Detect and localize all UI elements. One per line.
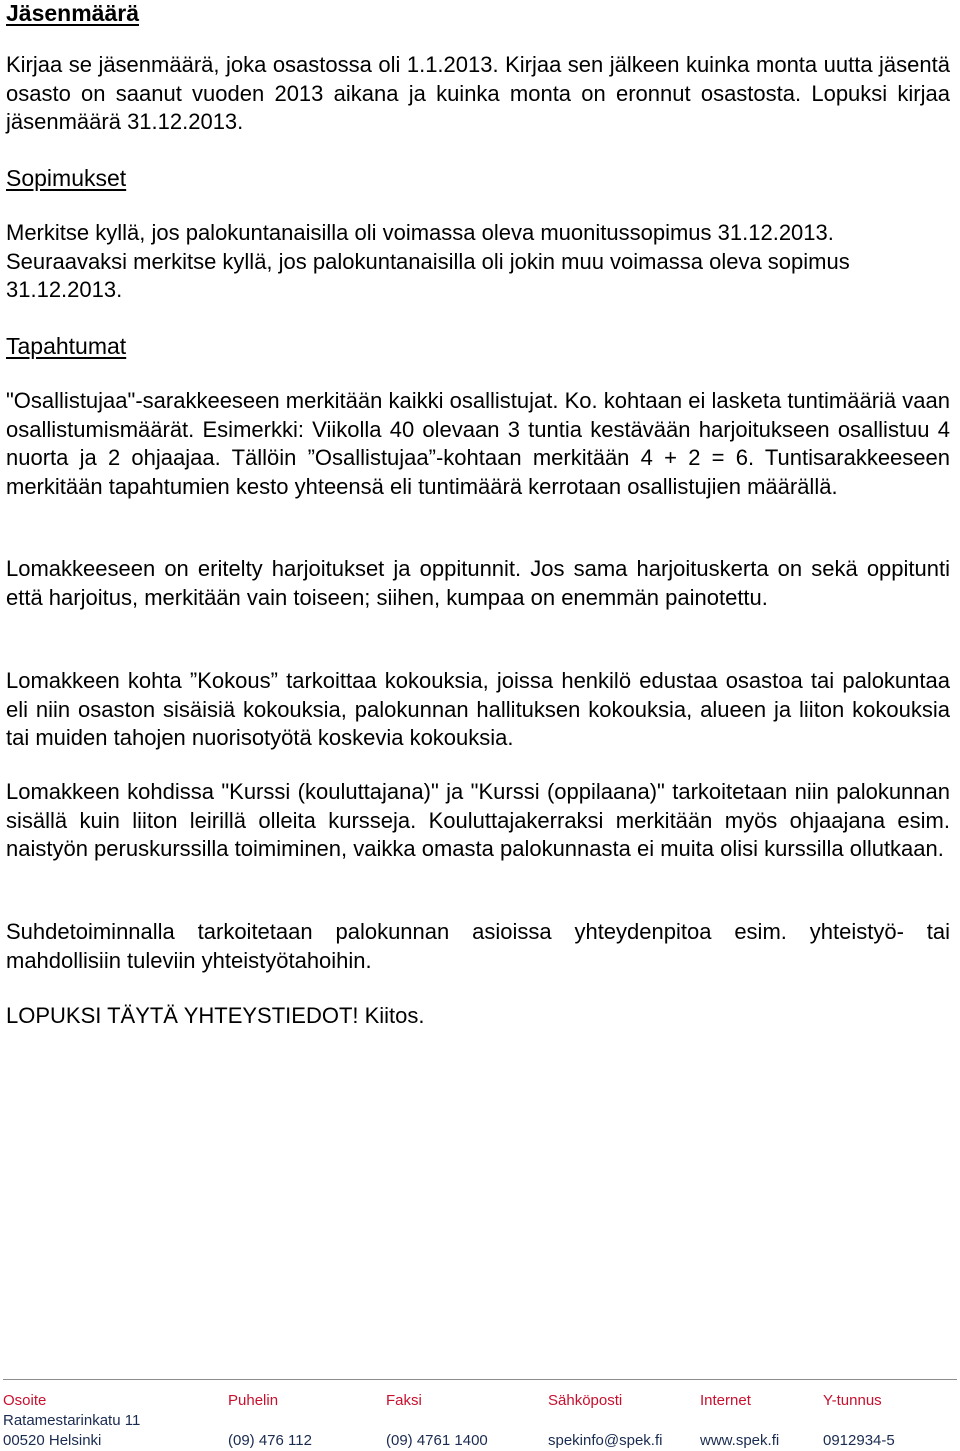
footer-internet [700, 1391, 779, 1451]
intro-paragraph: Kirjaa se jäsenmäärä, joka osastossa oli 1.1.2013. Kirjaa sen jälkeen kuinka monta uutta jäsentä osasto on saanut vuoden 2013 aikana ja kuinka monta on eronnut osastosta. Lopuksi kirjaa jäsenmäärä 31.12.2013. [6, 52, 950, 134]
footer-email-address[interactable]: spekinfo@spek.fi [548, 1432, 663, 1449]
footer-phone-label: Puhelin [228, 1392, 279, 1409]
footer-phone-number: (09) 476 112 [228, 1432, 312, 1449]
footer-phone [228, 1391, 312, 1451]
footer-address [3, 1391, 140, 1451]
tapahtumat-paragraph-courses: Lomakkeen kohdissa "Kurssi (kouluttajana)" ja "Kurssi (oppilaana)" tarkoitetaan niin palokunnan sisällä kuin liiton leirillä olleita kursseja. Kouluttajakerraksi merkitään myös ohjaajana esim. naistyön peruskurssilla toimiminen, vaikka omasta palokunnasta ei muita olisi kurssilla ollutkaan. [6, 779, 950, 861]
footer-email [548, 1391, 662, 1451]
tapahtumat-paragraph-lessons: Lomakkeeseen on eritelty harjoitukset ja oppitunnit. Jos sama harjoituskerta on sekä oppitunti että harjoitus, merkitään vain toiseen; siihen, kumpaa on enemmän painotettu. [6, 556, 950, 610]
document-title: Jäsenmäärä [6, 0, 139, 26]
footer-business-id [823, 1391, 895, 1451]
footer-fax-number: (09) 4761 1400 [386, 1432, 488, 1449]
footer-divider [3, 1379, 957, 1380]
sopimukset-paragraph: Merkitse kyllä, jos palokuntanaisilla oli voimassa oleva muonitussopimus 31.12.2013. Seuraavaksi merkitse kyllä, jos palokuntanaisilla oli jokin muu voimassa oleva sopimus 31.12.2013. [6, 220, 850, 302]
closing-note: LOPUKSI TÄYTÄ YHTEYSTIEDOT! Kiitos. [6, 1003, 425, 1028]
tapahtumat-paragraph-participants: "Osallistujaa"-sarakkeeseen merkitään kaikki osallistujat. Ko. kohtaan ei lasketa tuntimääriä vaan osallistumismäärät. Esimerkki: Viikolla 40 olevaan 3 tuntia kestävään harjoitukseen osallistuu 4 nuorta ja 2 ohjaajaa. Tällöin ”Osallistujaa”-kohtaan merkitään 4 + 2 = 6. Tuntisarakkeeseen merkitään tapahtumien kesto yhteensä eli tuntimäärä kerrotaan osallistujien määrällä. [6, 388, 950, 499]
footer-address-street: Ratamestarinkatu 11 [3, 1412, 141, 1429]
tapahtumat-paragraph-meetings: Lomakkeen kohta ”Kokous” tarkoittaa kokouksia, joissa henkilö edustaa osastoa tai palokuntaa eli niin osaston sisäisiä kokouksia, palokunnan hallituksen kokouksia, alueen ja liiton kokouksia tai muiden tahojen nuorisotyötä koskevia kokouksia. [6, 668, 950, 750]
footer-business-id-label: Y-tunnus [823, 1392, 882, 1409]
section-heading-tapahtumat: Tapahtumat [6, 333, 127, 359]
page-footer [0, 1373, 960, 1449]
footer-email-label: Sähköposti [548, 1392, 623, 1409]
footer-internet-label: Internet [700, 1392, 751, 1409]
footer-address-label: Osoite [3, 1392, 47, 1409]
tapahtumat-paragraph-relations: Suhdetoiminnalla tarkoitetaan palokunnan asioissa yhteydenpitoa esim. yhteistyö- tai mahdollisiin tuleviin yhteistyötahoihin. [6, 919, 950, 973]
footer-business-id-value: 0912934-5 [823, 1432, 895, 1449]
footer-fax [386, 1391, 488, 1451]
footer-fax-label: Faksi [386, 1392, 422, 1409]
section-heading-sopimukset: Sopimukset [6, 165, 127, 191]
footer-website-link[interactable]: www.spek.fi [700, 1432, 780, 1449]
footer-address-city: 00520 Helsinki [3, 1432, 102, 1449]
